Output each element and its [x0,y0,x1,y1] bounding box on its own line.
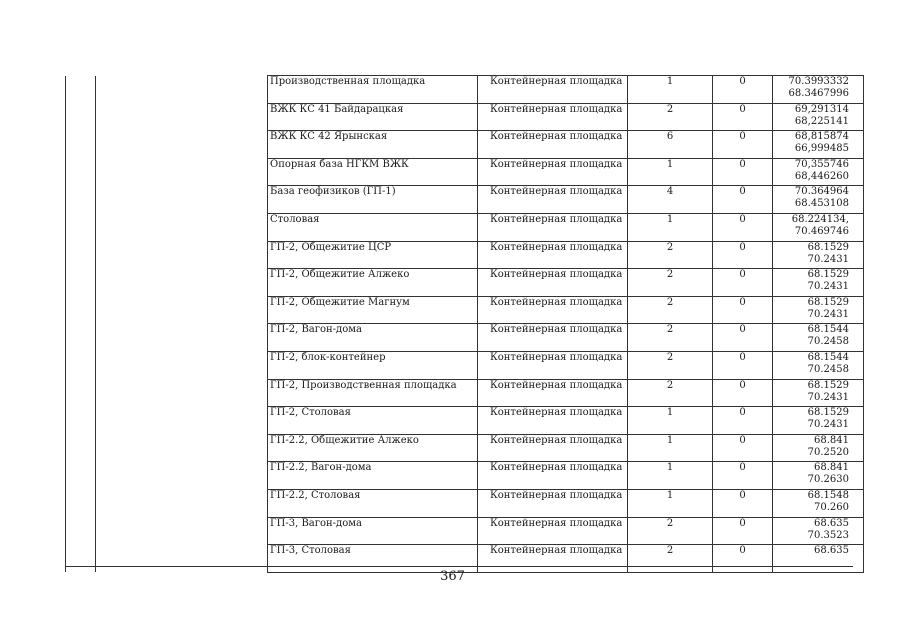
site-type-cell: Контейнерная площадка [478,462,628,490]
site-name-cell: ВЖК КС 41 Байдарацкая [268,103,478,131]
site-name-cell: ГП-2, Общежитие ЦСР [268,241,478,269]
coordinates-cell [773,186,864,214]
page-number: 367 [440,569,465,584]
container-count-cell: 1 [628,76,713,104]
empty-cell-left [66,462,96,490]
coordinate-2: 68.3467996 [788,88,849,99]
coordinate-2: 70.2630 [807,474,849,486]
coordinates-cell [773,131,864,159]
site-name-cell: ГП-2, Общежитие Магнум [268,296,478,324]
coordinate-1: 68.841 [814,434,849,446]
empty-cell-left [66,489,96,517]
coordinate-1: 69,291314 [794,103,849,115]
site-type-cell: Контейнерная площадка [478,517,628,545]
container-count-cell: 6 [628,131,713,159]
waste-sites-table [65,75,864,573]
table-row [66,76,864,104]
coordinate-1: 68.635 [814,545,849,557]
empty-cell-left [66,213,96,241]
coordinate-1: 68.1544 [807,351,849,363]
coordinate-1: 68.224134, [791,213,849,225]
value-cell: 0 [713,324,773,352]
coordinate-1: 68.1529 [807,379,849,391]
coordinate-2: 70.260 [814,501,849,513]
container-count-cell: 1 [628,462,713,490]
coordinates-cell [773,324,864,352]
empty-cell-left [96,379,268,407]
empty-cell-left [96,76,268,104]
empty-cell-left [66,407,96,435]
container-count-cell: 2 [628,351,713,379]
site-type-cell: Контейнерная площадка [478,213,628,241]
site-type-cell: Контейнерная площадка [478,434,628,462]
site-name-cell: ГП-3, Столовая [268,545,478,573]
site-name-cell: ГП-2, Вагон-дома [268,324,478,352]
coordinates-cell [773,489,864,517]
coordinate-1: 70.3993332 [788,76,849,87]
value-cell: 0 [713,103,773,131]
site-name-cell: ГП-2.2, Общежитие Алжеко [268,434,478,462]
coordinates-cell [773,462,864,490]
container-count-cell: 2 [628,517,713,545]
site-name-cell: ВЖК КС 42 Ярынская [268,131,478,159]
coordinate-1: 68,815874 [794,131,849,143]
empty-cell-left [66,434,96,462]
site-type-cell: Контейнерная площадка [478,489,628,517]
table-row [66,351,864,379]
empty-cell-left [96,103,268,131]
container-count-cell: 1 [628,434,713,462]
empty-cell-left [66,76,96,104]
site-type-cell: Контейнерная площадка [478,379,628,407]
container-count-cell: 1 [628,213,713,241]
coordinate-2: 66,999485 [794,143,849,155]
coordinates-cell [773,296,864,324]
site-name-cell: ГП-2.2, Вагон-дома [268,462,478,490]
coordinate-2: 70.2458 [807,363,849,375]
container-count-cell: 2 [628,269,713,297]
empty-cell-left [66,269,96,297]
coordinate-2: 70.2431 [807,391,849,403]
site-type-cell: Контейнерная площадка [478,351,628,379]
coordinate-1: 68.1529 [807,269,849,281]
coordinates-cell [773,517,864,545]
empty-cell-left [66,379,96,407]
value-cell: 0 [713,462,773,490]
coordinate-2: 68.453108 [794,198,849,210]
empty-cell-left [66,241,96,269]
table-row [66,269,864,297]
coordinates-cell [773,213,864,241]
site-type-cell: Контейнерная площадка [478,241,628,269]
value-cell: 0 [713,407,773,435]
container-count-cell: 2 [628,324,713,352]
empty-cell-left [66,296,96,324]
empty-cell-left [96,158,268,186]
empty-cell-left [96,434,268,462]
container-count-cell: 2 [628,296,713,324]
coordinate-1: 68.1544 [807,324,849,336]
empty-cell-left [96,407,268,435]
container-count-cell: 1 [628,489,713,517]
site-name-cell: Производственная площадка [268,76,478,104]
value-cell: 0 [713,351,773,379]
coordinate-2: 70.2431 [807,308,849,320]
coordinate-2: 68,446260 [794,170,849,182]
empty-cell-left [96,517,268,545]
value-cell: 0 [713,131,773,159]
table-row [66,324,864,352]
site-type-cell: Контейнерная площадка [478,407,628,435]
value-cell: 0 [713,379,773,407]
site-name-cell: Опорная база НГКМ ВЖК [268,158,478,186]
table-row [66,379,864,407]
container-count-cell: 1 [628,158,713,186]
coordinate-2: 70.2458 [807,336,849,348]
table-row [66,103,864,131]
empty-cell-left [66,158,96,186]
site-type-cell: Контейнерная площадка [478,545,628,573]
coordinate-1: 70.364964 [794,186,849,198]
table-row [66,186,864,214]
coordinates-cell [773,103,864,131]
coordinates-cell [773,241,864,269]
coordinates-cell [773,434,864,462]
coordinates-cell [773,76,864,104]
coordinates-cell [773,351,864,379]
container-count-cell: 1 [628,407,713,435]
value-cell: 0 [713,545,773,573]
empty-cell-left [66,517,96,545]
empty-cell-left [96,269,268,297]
site-type-cell: Контейнерная площадка [478,186,628,214]
site-name-cell: ГП-2, Производственная площадка [268,379,478,407]
site-name-cell: ГП-2, Общежитие Алжеко [268,269,478,297]
table-row [66,434,864,462]
site-name-cell: Столовая [268,213,478,241]
coordinate-2: 70.2431 [807,253,849,265]
coordinate-2: 68,225141 [794,115,849,127]
value-cell: 0 [713,213,773,241]
site-name-cell: ГП-2, блок-контейнер [268,351,478,379]
coordinates-cell [773,379,864,407]
value-cell: 0 [713,269,773,297]
site-name-cell: ГП-2.2, Столовая [268,489,478,517]
container-count-cell: 2 [628,379,713,407]
table-row [66,241,864,269]
coordinate-2: 70.469746 [794,225,849,237]
table-bottom-border [65,566,853,567]
site-type-cell: Контейнерная площадка [478,76,628,104]
coordinate-1: 68.1529 [807,296,849,308]
site-name-cell: ГП-3, Вагон-дома [268,517,478,545]
table-row [66,296,864,324]
table-row [66,517,864,545]
container-count-cell: 2 [628,545,713,573]
coordinate-2: 70.2431 [807,419,849,431]
site-name-cell: База геофизиков (ГП-1) [268,186,478,214]
table-row [66,213,864,241]
empty-cell-left [66,131,96,159]
empty-cell-left [66,186,96,214]
coordinate-1: 68.635 [814,517,849,529]
coordinate-2: 70.2431 [807,281,849,293]
coordinates-cell [773,407,864,435]
site-type-cell: Контейнерная площадка [478,158,628,186]
value-cell: 0 [713,517,773,545]
value-cell: 0 [713,76,773,104]
table-row [66,407,864,435]
value-cell: 0 [713,434,773,462]
site-type-cell: Контейнерная площадка [478,296,628,324]
value-cell: 0 [713,186,773,214]
coordinate-1: 70,355746 [794,158,849,170]
empty-cell-left [96,296,268,324]
coordinate-1: 68.1548 [807,489,849,501]
empty-cell-left [96,489,268,517]
empty-cell-left [96,462,268,490]
empty-cell-left [96,351,268,379]
site-type-cell: Контейнерная площадка [478,103,628,131]
coordinate-1: 68.841 [814,462,849,474]
empty-cell-left [96,213,268,241]
coordinates-cell [773,269,864,297]
site-type-cell: Контейнерная площадка [478,269,628,297]
empty-cell-left [96,131,268,159]
empty-cell-left [66,351,96,379]
coordinate-1: 68.1529 [807,407,849,419]
site-type-cell: Контейнерная площадка [478,131,628,159]
site-name-cell: ГП-2, Столовая [268,407,478,435]
container-count-cell: 2 [628,103,713,131]
empty-cell-left [96,241,268,269]
value-cell: 0 [713,296,773,324]
table-row [66,462,864,490]
value-cell: 0 [713,241,773,269]
coordinate-2: 70.3523 [807,529,849,541]
value-cell: 0 [713,489,773,517]
container-count-cell: 4 [628,186,713,214]
empty-cell-left [96,186,268,214]
container-count-cell: 2 [628,241,713,269]
value-cell: 0 [713,158,773,186]
empty-cell-left [66,103,96,131]
coordinates-cell [773,158,864,186]
table-row [66,131,864,159]
empty-cell-left [96,324,268,352]
table-row [66,158,864,186]
coordinate-2: 70.2520 [807,446,849,458]
site-type-cell: Контейнерная площадка [478,324,628,352]
empty-cell-left [66,324,96,352]
table-row [66,489,864,517]
coordinate-1: 68.1529 [807,241,849,253]
